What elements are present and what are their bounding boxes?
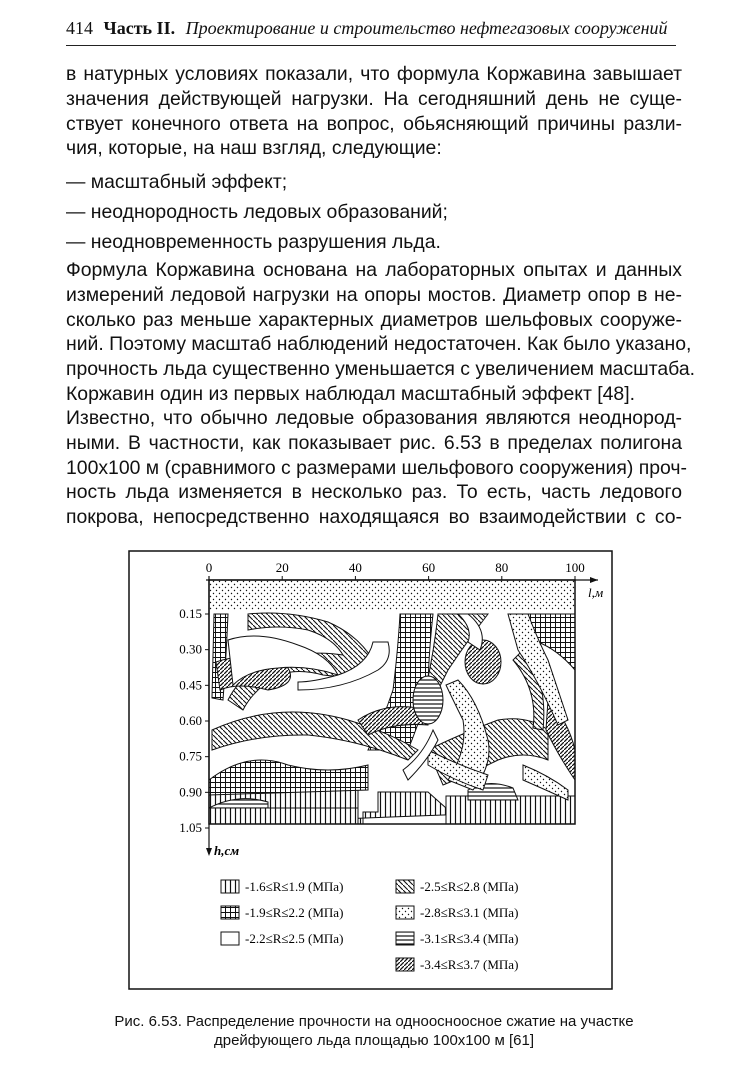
legend-label: -2.8≤R≤3.1 (МПа) [420,905,519,920]
y-tick-label: 0.30 [179,641,202,657]
bullet-list [66,170,682,260]
list-item: — неодновременность разрушения льда. [66,231,441,253]
y-tick-label: 0.75 [179,748,202,764]
text-line: прочность льда существенно уменьшается с увеличением масштаба. [66,358,696,381]
text-line: измерений ледовой нагрузки на опоры мостов. Диаметр опор в не- [66,283,682,306]
y-tick-label: 1.05 [179,820,202,835]
text-line: сколько раз меньше характерных диаметров шельфовых сооруже- [66,308,682,331]
region-dots [209,580,575,610]
running-title: Проектирование и строительство нефтегазовых сооружений [185,18,668,38]
text-line: ными. В частности, как показывает рис. 6.53 в пределах полигона [66,431,682,454]
text-line: Известно, что обычно ледовые образования являются неоднород- [66,407,682,429]
ice-strength-figure [128,550,613,990]
page-number: 414 [66,18,93,38]
x-axis-label: l,м [588,585,604,600]
legend-label: -1.6≤R≤1.9 (МПа) [245,879,344,894]
paragraph-1 [66,62,682,161]
legend-label: -2.5≤R≤2.8 (МПа) [420,879,519,894]
text-line: в натурных условиях показали, что формула Коржавина завышает [66,63,682,85]
legend-swatch [396,906,414,919]
text-line: Формула Коржавина основана на лабораторных опытах и данных [66,259,682,281]
legend-swatch [221,906,239,919]
legend-swatch [221,932,239,945]
list-item: — масштабный эффект; [66,171,288,193]
legend-label: -3.1≤R≤3.4 (МПа) [420,931,519,946]
part-label: Часть II. [103,18,176,38]
legend-swatch [396,958,414,971]
legend-swatch [221,880,239,893]
y-tick-label: 0.45 [179,677,202,693]
text-line: чия, которые, на наш взгляд, следующие: [66,137,442,160]
x-tick-label: 0 [205,560,213,575]
y-tick-label: 0.15 [179,606,202,621]
paragraph-2 [66,258,696,407]
legend-label: -3.4≤R≤3.7 (МПа) [420,957,519,972]
text-line: значения действующей нагрузки. На сегодняшний день не суще- [66,87,682,110]
text-line: Коржавин один из первых наблюдал масштабный эффект [48]. [66,382,635,405]
legend-swatch [396,880,414,893]
caption-line: дрейфующего льда площадью 100x100 м [61] [213,1032,534,1049]
text-line: покрова, непосредственно находящаяся во взаимодействии с со- [66,506,682,529]
x-tick-label: 20 [275,560,289,575]
caption-line: Рис. 6.53. Распределение прочности на одноосноосное сжатие на участке [114,1013,634,1030]
legend-swatch [396,932,414,945]
x-tick-label: 60 [422,560,436,575]
text-line: ность льда изменяется в несколько раз. То есть, часть ледового [66,481,682,504]
x-tick-label: 100 [565,560,585,575]
page-header [66,18,676,46]
legend-label: -2.2≤R≤2.5 (МПа) [245,931,344,946]
x-tick-label: 40 [348,560,362,575]
paragraph-3 [66,406,687,530]
figure-caption [66,1012,682,1050]
y-axis-label: h,см [214,843,240,858]
legend-label: -1.9≤R≤2.2 (МПа) [245,905,344,920]
ice-strength-map [128,550,613,990]
map-area [209,580,575,824]
text-line: 100x100 м (сравнимого с размерами шельфового сооружения) проч- [66,456,687,479]
x-tick-label: 80 [495,560,509,575]
y-tick-label: 0.60 [179,713,202,728]
y-tick-label: 0.90 [179,784,202,800]
text-line: ний. Поэтому масштаб наблюдений недостаточен. Как было указано, [66,333,692,356]
text-line: ствует конечного ответа на вопрос, обьясняющий причины разли- [66,112,682,135]
list-item: — неоднородность ледовых образований; [66,201,448,223]
